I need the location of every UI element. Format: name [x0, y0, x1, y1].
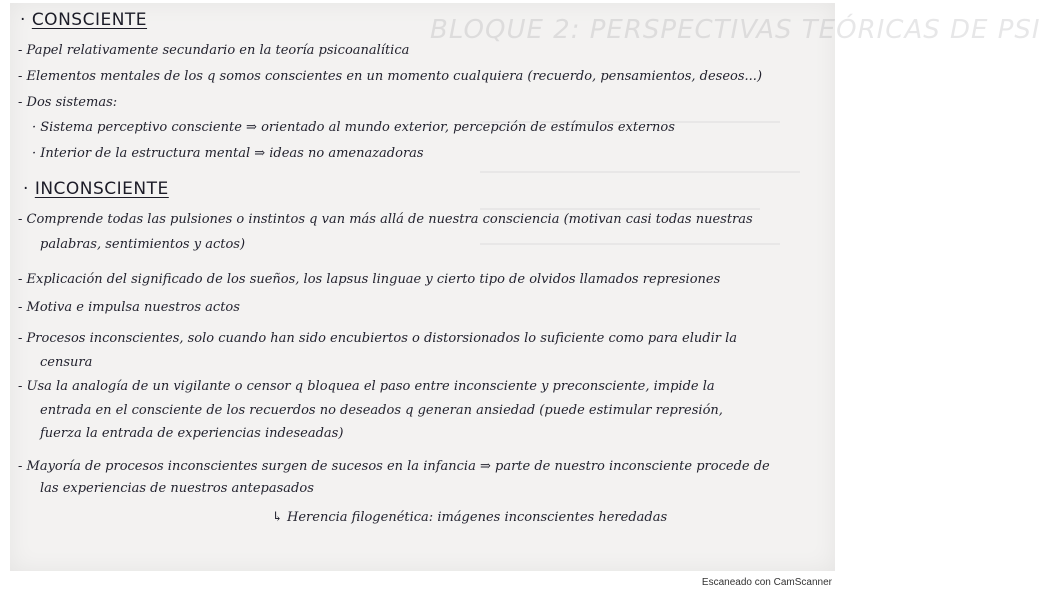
list-item: - Elementos mentales de los q somos conscientes en un momento cualquiera (recuerdo, pensamientos, deseos...) — [18, 69, 763, 84]
list-item-continuation: censura — [40, 355, 93, 370]
notes-content — [10, 3, 835, 571]
list-subitem-arrow: ↳ Herencia filogenética: imágenes inconscientes heredadas — [272, 510, 668, 525]
heading-bullet: · — [23, 179, 29, 199]
list-item: - Procesos inconscientes, solo cuando han sido encubiertos o distorsionados lo suficiente como para eludir la — [18, 331, 738, 346]
list-item: - Motiva e impulsa nuestros actos — [18, 300, 240, 315]
list-subitem: · Sistema perceptivo consciente ⇒ orientado al mundo exterior, percepción de estímulos externos — [32, 120, 675, 135]
list-item: - Dos sistemas: — [18, 95, 118, 110]
list-item: - Mayoría de procesos inconscientes surgen de sucesos en la infancia ⇒ parte de nuestro inconsciente procede de — [18, 459, 770, 474]
heading-inconsciente — [23, 179, 169, 199]
list-item-continuation: las experiencias de nuestros antepasados — [40, 481, 314, 496]
heading-title: CONSCIENTE — [31, 10, 148, 30]
heading-title: INCONSCIENTE — [34, 179, 169, 199]
scanner-watermark: Escaneado con CamScanner — [701, 577, 832, 588]
list-item: - Comprende todas las pulsiones o instintos q van más allá de nuestra consciencia (motivan casi todas nuestras — [18, 212, 753, 227]
list-item: - Usa la analogía de un vigilante o censor q bloquea el paso entre inconsciente y preconsciente, impide la — [18, 379, 715, 394]
scanned-page — [10, 3, 1041, 571]
bleed-through-title: BLOQUE 2: PERSPECTIVAS TEÓRICAS DE PSI — [430, 15, 1041, 45]
list-item-continuation: fuerza la entrada de experiencias indeseadas) — [40, 426, 344, 441]
heading-consciente — [20, 10, 147, 30]
list-item-continuation: palabras, sentimientos y actos) — [40, 237, 246, 252]
list-item: - Explicación del significado de los sueños, los lapsus linguae y cierto tipo de olvidos llamados represiones — [18, 272, 721, 287]
list-item: - Papel relativamente secundario en la teoría psicoanalítica — [18, 43, 410, 58]
list-subitem: · Interior de la estructura mental ⇒ ideas no amenazadoras — [32, 146, 424, 161]
list-item-continuation: entrada en el consciente de los recuerdos no deseados q generan ansiedad (puede estimular represión, — [40, 403, 723, 418]
heading-bullet: · — [20, 10, 26, 30]
